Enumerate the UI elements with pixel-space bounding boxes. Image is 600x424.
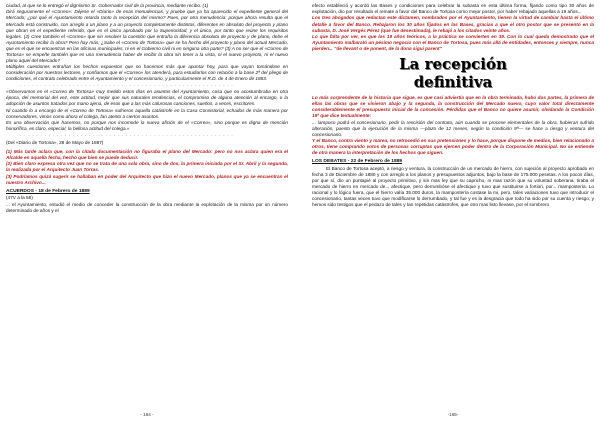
- paragraph: Múltiples cuestiones entrañan los hechos expuestos que no hacemos más que apuntar hoy, para que vayan tomándose en consideración por nuestros lectores, y confiamos que el «Correo» los atenderá, para estudiarlos con relación a la base 2ª del pliego de condiciones, el contrato celebrado entre el Ayuntamiento y el concesionario, y particularmente el R.D. de 4 de Enero de 1883.: [6, 64, 288, 82]
- paragraph: «Observamos en el «Correo de Tortosa» muy metido estos días en asuntos del Ayuntamiento, cosa que no acostumbraba en otra época, del memorial del vez, este actitud, mejor que sus naturales tendencias, el compromiso de alguna atención al encargo, o la adopción de asuntos tratados por mano ajena, de esos que a las más calurosas canciones, sueños, a veces, escritores.: [6, 89, 288, 107]
- paragraph: (Del «Diario de Tortosa», 28 de Mayo de 1887): [6, 139, 104, 145]
- chapter-title: [312, 55, 594, 91]
- right-page: [312, 3, 594, 417]
- dotted-separator: · · · · · · · · · · · · · · · · · · · · · · · · · · · · · · · · · · · · · · · · · · · · · · · · · · · · ·: [20, 82, 234, 88]
- editorial-note: (1) Más tarde aclara que, con la citada documentación no figuraba el plano del Mercado: pero no nos aclara quien era el Alcalde en aquella fecha, hecho que bien se puede deducir.: [6, 148, 288, 160]
- right-page-body-bottom: [312, 95, 594, 156]
- editorial-note: (3) Podríamos quizá sugerir se hallaban en poder del Arquitecto que hizo el nuevo Mercado, planos que ya se encuentran el nuestro Archivo...: [6, 173, 288, 185]
- left-section-text: ... el Ayuntamiento, estudió el medio de conceder la construcción de la obra mediante la explotación de la misma por un número determinado de años y el: [6, 201, 288, 213]
- right-section-heading: LOS DEBATES - 22 de Febrero de 1889: [312, 159, 403, 165]
- dotted-separator: · · · · · · · · · · · · · · · · · · · · · · · · · · · · · · · · · · · · · · · · · · · · · · · · · · · · ·: [20, 133, 234, 138]
- editorial-note: Lo más sorprendente de la historia que sigue, es que casi adviertía que en la obra terminada, hubo dos partes, la primera de ellas las obras que se vinieron abajo y la segunda, la construcción del Mercado nuevo, cuyo valor total directamente considerablemente el presupuesto inicial de la concesión. Pérdidas que el Banco no quiere asumir, olvidando la Condición 19ª que dice textualmente:: [312, 95, 594, 119]
- left-section-ref: (47V a la 55): [6, 195, 33, 201]
- editorial-note: Los tres abogados que redactan este dictamen, nombrados por el Ayuntamiento, tienen la virtud de cambiar hasta el último detalle a favor del Banco. Rebajaron los 30 años fijados en las Bases, gracias a que el otro postor que se presentó en la subasta, D. José Vergés Pérez (que fue desestimada), le rebajó a los citados veinte años.: [312, 15, 594, 33]
- chapter-title-line-1: La recepción: [399, 55, 507, 74]
- paragraph: ... lampoco podrá el concesionario, pedir la rescisión del contrato, aún cuando se procese elementales de la obra, hubieran sufrido alteración, puesto que la ejecución de la misma —plazo de 12 meses, según la condición 9ª— se hace a riesgo y ventura del concesionario.: [312, 119, 594, 137]
- paragraph: ciudad, al que se lo entregó el dignísimo Sr. Gobernador civil de la provincia, mediante recibo. (1): [6, 3, 209, 8]
- paragraph: Ni cuando lo a encargo de el «Correo de Tortosa» sufrieron aquella catástrofe en la Casa Consistorial, echados de más manera por conservadores, vimos como ahora el colega, fan atento a ciertos asuntos.: [6, 107, 288, 119]
- right-page-number: -165-: [447, 412, 459, 417]
- paragraph: efecto estableció y acordó las Bases y condiciones para celebrar la subasta en esta última forma, fijando como tipo 30 años de explotación, dio por resultado el remate a favor del Banco de Tortosa como mejor postor, por haber rebajado aquellas a 19 años...: [312, 3, 594, 15]
- paragraph: Dirá seguramente el «Correo»: Déjese el «Diario» de esas menudencias, y pruebe que ya ha aparecido el expediente general del Mercado; ¿por qué el Ayuntamiento retarda tanto la recepción del mismo? Pues, por otra menudencia: porque ahora resulta que el Mercado está construido, con arreglo a un plano y a un proyecto completamente distintos, diferentes en absoluto del proyecto y plano que obran en el expediente referido, que es el único aprobado por la Superioridad, y el único, por tanto que reúne los requisitos legales. (2) Cree también el «Correo» que sin resolver la cuestión que entraña la diferencia absoluta de proyecto y de plano, debe el Ayuntamiento recibir la obra? Pero hay más: ¿Sabe el «Correo de Tortosa» que se ha hecho del proyecto y plano del actual Mercado, que es el que se encuentran en las oficinas municipales, ni en el Gobierno civil ni en ninguna otra parte? (3) A no ser que el «Correo de Tortosa» se empeñe también que es una menudencia haber de recibir la obra sin tener a la vista, ni el nuevo proyecto, ni el nuevo plano aquel del Mercado?: [6, 9, 288, 63]
- chapter-title-line-2: definitiva: [413, 73, 493, 92]
- left-section-heading: ACUERDOS - 18 de Febrero de 1889: [6, 188, 90, 194]
- right-page-body-top: [312, 3, 594, 52]
- right-section-text: El Banco de Tortosa aceptó, a riesgo y ventura, la construcción de un mercado de hierro, con sujeción al proyecto aprobado en fecha 3 de Diciembre de 1880 y con arreglo a los planos y presupuestos adjuntos, bajo la base de 175.000 pesetas. A los pocos días, por que sí, dio un puntapié al proyecto primitivo, y sin mas ley que su capricho, ni mas razón que su voluntad soberana, tiraba el mercado de hierro en mercado de... afectique, pero derrumbóse el afectique y tuvo que sustituirse a fortiori, por... mampostería. Lo racional y lo lógico fuera, que el hierro valía 35.000 duros, la mampostería costase la mi, pero, tales variaciones tuvo que introducir el concesionario, tantas veces tuvo que modificarse lo derrumbado, y tal fue y es la desgracia que todo ha sido por su cuenta y riesgo, y hemos sido testigos que el pedazo de tales y tan repetidas catástrofes, que otro mas listo llevase, por el sombrero: [312, 166, 594, 208]
- left-page-number: - 164 -: [140, 412, 154, 417]
- editorial-note: Y el Banco, contra viento y marea, no retrocedió en sus pretensiones y lo hace, porque dispone de medios, bien relacionado a otros, tiene comprando votos de personas corruptas que ejercen poder dentro de la Corporación Municipal. No se entiende de otra manera la interpretación de los hechos que siguen.: [312, 138, 594, 156]
- paragraph: Es una observación que hacemos, no porque nos incomode la nueva afición de el «Correo», sino porque es digna de mención honorífica, es claro, especial, la bellosa actitud del colega.»: [6, 120, 288, 132]
- left-page-body: [6, 3, 288, 186]
- editorial-note: Lo que falta por ver, es que los 19 años teóricos, a la práctica se convierten en 39. Con lo cual queda demostrado que el Ayuntamiento malbarató un pésimo negocio con el Banco de Tortosa, pues más allá de entidades, entonces y siempre, nunca pierden... "de llevant o de ponent, de la dona sigui parent": [312, 34, 594, 52]
- left-page: [6, 3, 288, 417]
- editorial-note: (2) Bien claro expresa otra vez que no se trata de una sola obra, sino de dos, la primera iniciada por el Sr. Abril y la segunda, la realizada por el Arquitecto Juan Torras.: [6, 161, 288, 173]
